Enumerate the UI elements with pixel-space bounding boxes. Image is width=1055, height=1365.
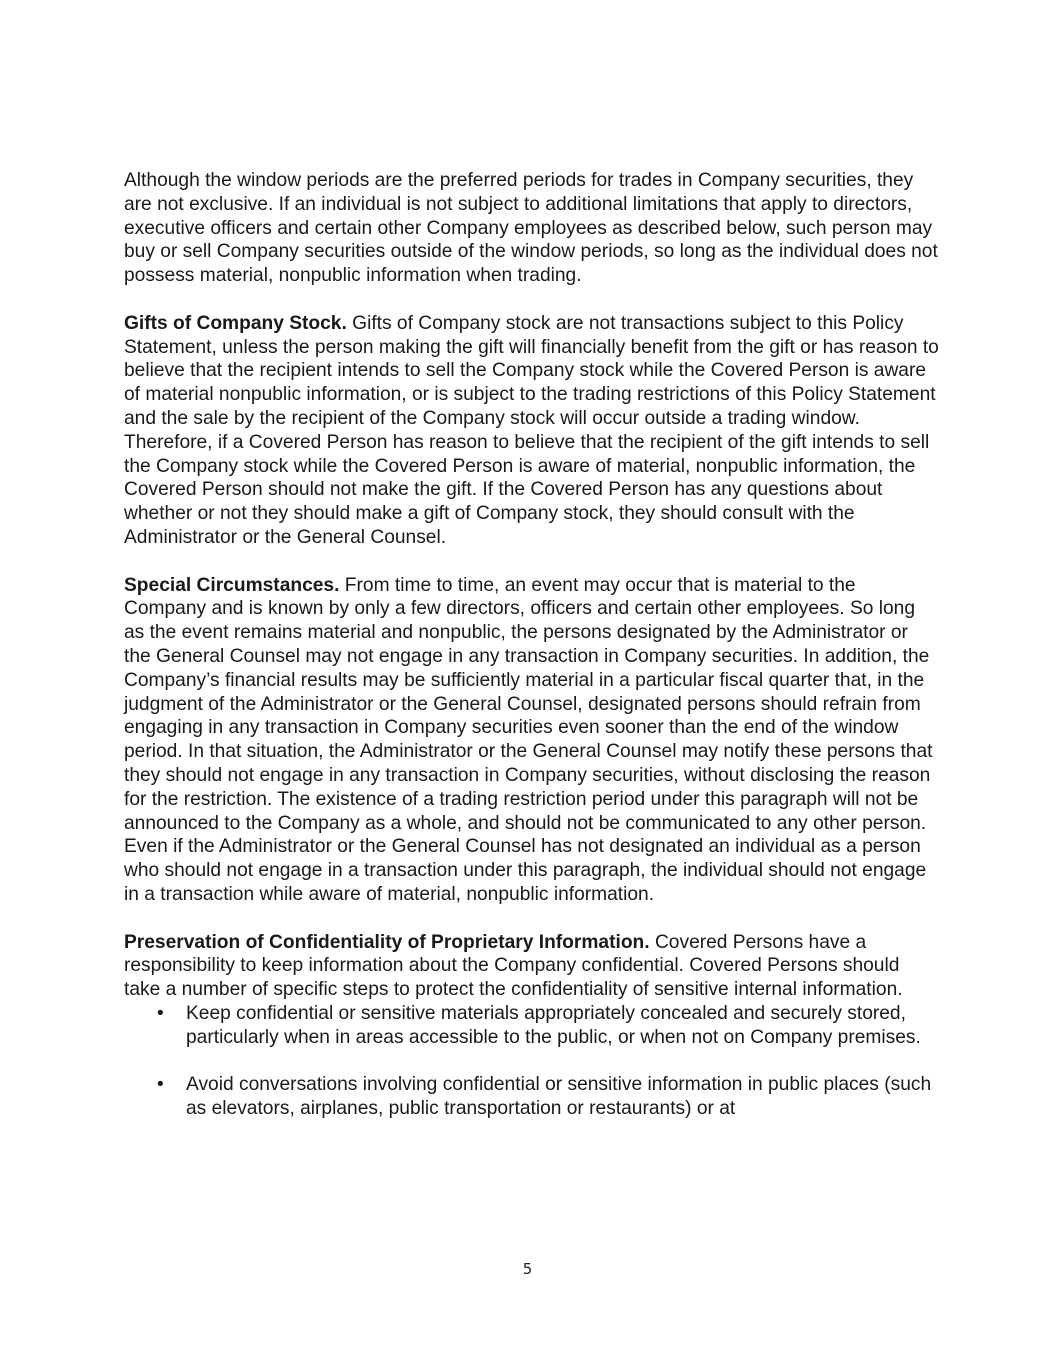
confidentiality-steps-list	[124, 1002, 939, 1121]
bullet-icon: •	[157, 1002, 164, 1024]
section-heading-confidentiality: Preservation of Confidentiality of Proprietary Information.	[124, 931, 650, 953]
list-item-text: Keep confidential or sensitive materials appropriately concealed and securely stored, particularly when in areas accessible to the public, or when not on Company premises.	[186, 1002, 921, 1048]
paragraph-text: Gifts of Company stock are not transactions subject to this Policy Statement, unless the person making the gift will financially benefit from the gift or has reason to believe that the recipient intends to sell the Company stock while the Covered Person is aware of material nonpublic information, or is subject to the trading restrictions of this Policy Statement and the sale by the recipient of the Company stock will occur outside a trading window. Therefore, if a Covered Person has reason to believe that the recipient of the gift intends to sell the Company stock while the Covered Person is aware of material, nonpublic information, the Covered Person should not make the gift. If the Covered Person has any questions about whether or not they should make a gift of Company stock, they should consult with the Administrator or the General Counsel.	[124, 312, 939, 548]
page-number: 5	[522, 1260, 533, 1278]
paragraph-text: Although the window periods are the preferred periods for trades in Company securities, they are not exclusive. If an individual is not subject to additional limitations that apply to directors, executive officers and certain other Company employees as described below, such person may buy or sell Company securities outside of the window periods, so long as the individual does not possess material, nonpublic information when trading.	[124, 170, 938, 287]
paragraph-special-circumstances	[124, 574, 939, 907]
list-item	[124, 1073, 939, 1121]
list-item-text: Avoid conversations involving confidential or sensitive information in public places (such as elevators, airplanes, public transportation or restaurants) or at	[186, 1074, 932, 1120]
bullet-icon: •	[157, 1074, 164, 1096]
paragraph-preservation-of-confidentiality	[124, 931, 939, 1002]
paragraph-text: From time to time, an event may occur that is material to the Company and is known by only a few directors, officers and certain other employees. So long as the event remains material and nonpublic, the persons designated by the Administrator or the General Counsel may not engage in any transaction in Company securities. In addition, the Company’s financial results may be sufficiently material in a particular fiscal quarter that, in the judgment of the Administrator or the General Counsel, designated persons should refrain from engaging in any transaction in Company securities even sooner than the end of the window period. In that situation, the Administrator or the General Counsel may notify these persons that they should not engage in any transaction in Company securities, without disclosing the reason for the restriction. The existence of a trading restriction period under this paragraph will not be announced to the Company as a whole, and should not be communicated to any other person. Even if the Administrator or the General Counsel has not designated an individual as a person who should not engage in a transaction under this paragraph, the individual should not engage in a transaction while aware of material, nonpublic information.	[124, 574, 933, 905]
list-item	[124, 1002, 939, 1050]
paragraph-window-periods	[124, 169, 939, 288]
paragraph-text: Covered Persons have a responsibility to keep information about the Company confidential. Covered Persons should take a number of specific steps to protect the confidentiality of sensitive internal information.	[124, 931, 903, 1001]
document-page	[124, 169, 939, 1121]
paragraph-gifts-of-company-stock	[124, 312, 939, 550]
section-heading-special-circumstances: Special Circumstances.	[124, 574, 340, 596]
section-heading-gifts: Gifts of Company Stock.	[124, 312, 347, 334]
